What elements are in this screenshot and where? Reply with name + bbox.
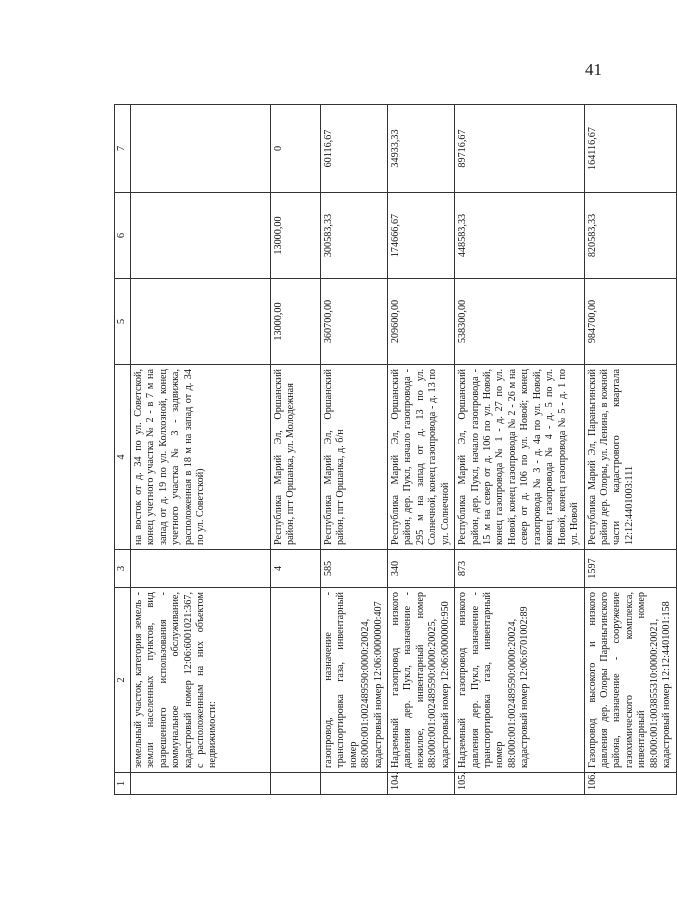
row-number-cell [130, 773, 270, 795]
value-cell: 209600,00 [387, 279, 454, 365]
length-cell: 873 [455, 550, 584, 588]
object-name-cell: Надземный газопровод низкого давления дер. Пукл, назначение - нежилое, инвентарный номер 88:000:001:002489590:0000:20025, кадастровый номер 12:06:0000000:950 [387, 588, 454, 773]
value-cell [130, 279, 270, 365]
value-cell: 13000,00 [270, 193, 320, 279]
header-cell: 4 [115, 365, 131, 550]
length-cell: 4 [270, 550, 320, 588]
header-row [115, 105, 131, 795]
row-number-cell [270, 773, 320, 795]
header-cell: 1 [115, 773, 131, 795]
row-number-cell: 106. [584, 773, 676, 795]
header-cell: 3 [115, 550, 131, 588]
value-cell: 448583,33 [455, 193, 584, 279]
header-cell: 6 [115, 193, 131, 279]
row-number-cell [320, 773, 387, 795]
value-cell: 34933,33 [387, 105, 454, 193]
object-name-cell: земельный участок, категория земель - земли населенных пунктов, вид разрешенного использования - коммунальное обслуживание, кадастровый номер 12:06:6001021:367, с расположенным на них объектом недвижимости: [130, 588, 270, 773]
value-cell [130, 105, 270, 193]
table-row [130, 105, 270, 795]
address-cell: Республика Марий Эл, Параньгинский район дер. Олоры, ул. Ленина, в южной части кадастрового квартала 12:12:4401003:111 [584, 365, 676, 550]
table-row [584, 105, 676, 795]
object-name-cell: газопровод, назначение - транспортировка газа, инвентарный номер 88:000:001:002489590:0000:20024, кадастровый номер 12:06:0000000:407 [320, 588, 387, 773]
value-cell [130, 193, 270, 279]
table-row [455, 105, 584, 795]
table-row [270, 105, 320, 795]
value-cell: 174666,67 [387, 193, 454, 279]
table-row [320, 105, 387, 795]
length-cell: 585 [320, 550, 387, 588]
length-cell [130, 550, 270, 588]
property-table [114, 104, 677, 795]
row-number-cell: 104. [387, 773, 454, 795]
value-cell: 13000,00 [270, 279, 320, 365]
table-row [387, 105, 454, 795]
value-cell: 820583,33 [584, 193, 676, 279]
value-cell: 60116,67 [320, 105, 387, 193]
header-cell: 7 [115, 105, 131, 193]
address-cell: Республика Марий Эл, Оршанский район, пгт Оршанка, ул. Молодежная [270, 365, 320, 550]
value-cell: 0 [270, 105, 320, 193]
address-cell: Республика Марий Эл, Оршанский район, пгт Оршанка, д. б/н [320, 365, 387, 550]
header-cell: 2 [115, 588, 131, 773]
value-cell: 538300,00 [455, 279, 584, 365]
address-cell: Республика Марий Эл, Оршанский район, дер. Пукл, начало газопровода - 15 м на север от д. 106 по ул. Новой, конец газопровода № 1 - д. 27 по ул. Новой, конец газопровода № 2 - 26 м на север от д. 106 по ул. Новой; конец газопровода № 3 - д. 4а по ул. Новой, конец газопровода № 4 - д. 5 по ул. Новой, конец газопровода № 5 - д. 1 по ул. Новой [455, 365, 584, 550]
object-name-cell [270, 588, 320, 773]
object-name-cell: Надземный газопровод низкого давления дер. Пукл, назначение - транспортировка газа, инвентарный номер 88:000:001:002489590:0000:20024, кадастровый номер 12:06:6701002:89 [455, 588, 584, 773]
row-number-cell: 105. [455, 773, 584, 795]
rotated-table-container [114, 105, 673, 795]
value-cell: 164116,67 [584, 105, 676, 193]
length-cell: 340 [387, 550, 454, 588]
page-number: 41 [585, 60, 602, 79]
length-cell: 1597 [584, 550, 676, 588]
object-name-cell: Газопровод высокого и низкого давления дер. Олоры Параньгинского района, назначение - сооружение газохимического комплекса, инвентарный номер 88:000:001:003855310:0000:20021, кадастровый номер 12:12:4401001:158 [584, 588, 676, 773]
value-cell: 984700,00 [584, 279, 676, 365]
address-cell: Республика Марий Эл, Оршанский район, дер. Пукл, начало газопровода - 295 м на запад от д. 13 по ул. Солнечной, конец газопровода - д. 13 по ул. Солнечной [387, 365, 454, 550]
value-cell: 360700,00 [320, 279, 387, 365]
value-cell: 300583,33 [320, 193, 387, 279]
value-cell: 89716,67 [455, 105, 584, 193]
header-cell: 5 [115, 279, 131, 365]
address-cell: на восток от д. 34 по ул. Советской, конец учетного участка № 2 - в 7 м на запад от д. 19 по ул. Колхозной, конец учетного участка № 3 - задвижка, расположенная в 18 м на запад от д. 34 по ул. Советской) [130, 365, 270, 550]
